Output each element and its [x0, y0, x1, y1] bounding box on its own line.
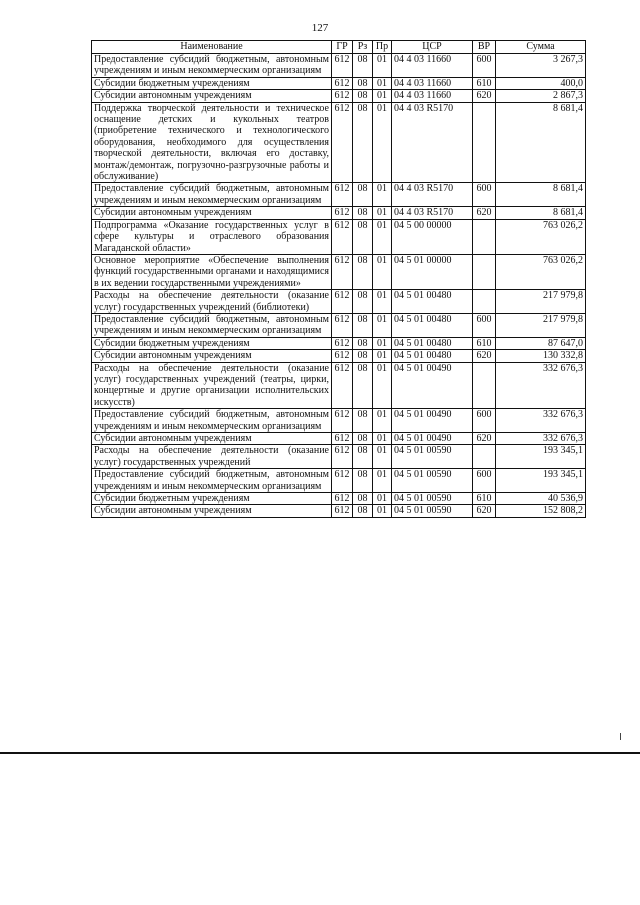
header-name: Наименование [92, 41, 332, 54]
table-row [92, 207, 586, 219]
cell-vr [473, 290, 496, 314]
margin-mark [620, 733, 621, 740]
cell-name: Предоставление субсидий бюджетным, автономным учреждениям и иным некоммерческим организациям [92, 54, 332, 78]
header-csr: ЦСР [392, 41, 473, 54]
cell-rz: 08 [353, 254, 373, 289]
cell-pr: 01 [373, 409, 392, 433]
cell-csr: 04 5 01 00590 [392, 469, 473, 493]
cell-name: Субсидии автономным учреждениям [92, 350, 332, 362]
cell-pr: 01 [373, 445, 392, 469]
cell-pr: 01 [373, 54, 392, 78]
cell-name: Расходы на обеспечение деятельности (оказание услуг) государственных учреждений (библиотеки) [92, 290, 332, 314]
cell-vr: 620 [473, 207, 496, 219]
cell-pr: 01 [373, 469, 392, 493]
cell-sum: 8 681,4 [496, 102, 586, 183]
cell-gr: 612 [332, 54, 353, 78]
cell-sum: 2 867,3 [496, 90, 586, 102]
cell-name: Предоставление субсидий бюджетным, автономным учреждениям и иным некоммерческим организациям [92, 409, 332, 433]
cell-sum: 763 026,2 [496, 219, 586, 254]
cell-pr: 01 [373, 219, 392, 254]
cell-pr: 01 [373, 433, 392, 445]
cell-csr: 04 5 01 00490 [392, 409, 473, 433]
cell-rz: 08 [353, 207, 373, 219]
header-sum: Сумма [496, 41, 586, 54]
header-rz: Рз [353, 41, 373, 54]
table-row [92, 433, 586, 445]
cell-vr: 610 [473, 493, 496, 505]
cell-name: Предоставление субсидий бюджетным, автономным учреждениям и иным некоммерческим организациям [92, 183, 332, 207]
table-row [92, 290, 586, 314]
cell-rz: 08 [353, 469, 373, 493]
cell-vr: 600 [473, 183, 496, 207]
table-row [92, 505, 586, 517]
cell-gr: 612 [332, 254, 353, 289]
table-row [92, 362, 586, 409]
cell-rz: 08 [353, 337, 373, 349]
cell-name: Основное мероприятие «Обеспечение выполнения функций государственными органами и находящимися в их ведении государственными учреждениями» [92, 254, 332, 289]
cell-sum: 130 332,8 [496, 350, 586, 362]
cell-name: Субсидии автономным учреждениям [92, 433, 332, 445]
cell-name: Субсидии бюджетным учреждениям [92, 493, 332, 505]
cell-pr: 01 [373, 337, 392, 349]
cell-name: Предоставление субсидий бюджетным, автономным учреждениям и иным некоммерческим организациям [92, 469, 332, 493]
table-row [92, 313, 586, 337]
cell-rz: 08 [353, 409, 373, 433]
cell-rz: 08 [353, 313, 373, 337]
cell-sum: 193 345,1 [496, 469, 586, 493]
table-row [92, 183, 586, 207]
cell-pr: 01 [373, 207, 392, 219]
cell-csr: 04 4 03 11660 [392, 77, 473, 89]
cell-csr: 04 5 01 00000 [392, 254, 473, 289]
cell-pr: 01 [373, 505, 392, 517]
cell-csr: 04 5 01 00480 [392, 313, 473, 337]
table-row [92, 77, 586, 89]
cell-rz: 08 [353, 183, 373, 207]
cell-csr: 04 5 01 00480 [392, 290, 473, 314]
cell-sum: 87 647,0 [496, 337, 586, 349]
cell-vr: 620 [473, 433, 496, 445]
cell-gr: 612 [332, 469, 353, 493]
cell-vr [473, 362, 496, 409]
cell-gr: 612 [332, 77, 353, 89]
cell-sum: 193 345,1 [496, 445, 586, 469]
cell-rz: 08 [353, 54, 373, 78]
cell-name: Подпрограмма «Оказание государственных услуг в сфере культуры и отраслевого образования Магаданской области» [92, 219, 332, 254]
cell-csr: 04 5 01 00590 [392, 505, 473, 517]
cell-sum: 152 808,2 [496, 505, 586, 517]
table-row [92, 493, 586, 505]
cell-gr: 612 [332, 362, 353, 409]
cell-csr: 04 5 01 00590 [392, 493, 473, 505]
cell-vr: 620 [473, 505, 496, 517]
cell-rz: 08 [353, 433, 373, 445]
cell-gr: 612 [332, 350, 353, 362]
cell-name: Субсидии бюджетным учреждениям [92, 77, 332, 89]
header-vr: ВР [473, 41, 496, 54]
cell-rz: 08 [353, 77, 373, 89]
cell-name: Субсидии бюджетным учреждениям [92, 337, 332, 349]
cell-vr: 620 [473, 350, 496, 362]
table-row [92, 469, 586, 493]
cell-pr: 01 [373, 313, 392, 337]
cell-csr: 04 4 03 R5170 [392, 183, 473, 207]
cell-name: Предоставление субсидий бюджетным, автономным учреждениям и иным некоммерческим организациям [92, 313, 332, 337]
cell-pr: 01 [373, 350, 392, 362]
cell-gr: 612 [332, 409, 353, 433]
cell-gr: 612 [332, 493, 353, 505]
cell-sum: 3 267,3 [496, 54, 586, 78]
cell-vr [473, 445, 496, 469]
budget-table [91, 40, 586, 518]
cell-rz: 08 [353, 445, 373, 469]
cell-rz: 08 [353, 290, 373, 314]
cell-name: Расходы на обеспечение деятельности (оказание услуг) государственных учреждений [92, 445, 332, 469]
cell-rz: 08 [353, 90, 373, 102]
cell-name: Поддержка творческой деятельности и техническое оснащение детских и кукольных театров (приобретение технического и технологического оборудования, необходимого для осуществления творческой деятельности, включая его доставку, монтаж/демонтаж, погрузочно-разгрузочные работы и обслуживание) [92, 102, 332, 183]
cell-gr: 612 [332, 90, 353, 102]
cell-csr: 04 4 03 R5170 [392, 207, 473, 219]
table-row [92, 54, 586, 78]
cell-csr: 04 4 03 11660 [392, 90, 473, 102]
table-body [92, 54, 586, 518]
cell-csr: 04 5 00 00000 [392, 219, 473, 254]
cell-csr: 04 5 01 00490 [392, 433, 473, 445]
header-pr: Пр [373, 41, 392, 54]
cell-gr: 612 [332, 183, 353, 207]
cell-gr: 612 [332, 219, 353, 254]
cell-pr: 01 [373, 493, 392, 505]
cell-gr: 612 [332, 207, 353, 219]
cell-name: Субсидии автономным учреждениям [92, 207, 332, 219]
table-row [92, 337, 586, 349]
page-number: 127 [311, 22, 329, 34]
cell-rz: 08 [353, 350, 373, 362]
table-header-row [92, 41, 586, 54]
cell-gr: 612 [332, 337, 353, 349]
cell-rz: 08 [353, 493, 373, 505]
cell-vr [473, 102, 496, 183]
table-row [92, 350, 586, 362]
cell-vr [473, 254, 496, 289]
table-row [92, 445, 586, 469]
cell-pr: 01 [373, 254, 392, 289]
cell-csr: 04 4 03 R5170 [392, 102, 473, 183]
cell-name: Субсидии автономным учреждениям [92, 90, 332, 102]
cell-vr: 600 [473, 54, 496, 78]
cell-sum: 763 026,2 [496, 254, 586, 289]
cell-sum: 217 979,8 [496, 290, 586, 314]
cell-name: Расходы на обеспечение деятельности (оказание услуг) государственных учреждений (театры, цирки, концертные и другие организации исполнительских искусств) [92, 362, 332, 409]
cell-vr [473, 219, 496, 254]
cell-vr: 620 [473, 90, 496, 102]
cell-csr: 04 4 03 11660 [392, 54, 473, 78]
cell-pr: 01 [373, 102, 392, 183]
cell-csr: 04 5 01 00590 [392, 445, 473, 469]
cell-rz: 08 [353, 505, 373, 517]
cell-gr: 612 [332, 313, 353, 337]
cell-gr: 612 [332, 102, 353, 183]
cell-pr: 01 [373, 77, 392, 89]
cell-gr: 612 [332, 445, 353, 469]
cell-rz: 08 [353, 219, 373, 254]
cell-rz: 08 [353, 102, 373, 183]
cell-gr: 612 [332, 505, 353, 517]
table-row [92, 102, 586, 183]
cell-vr: 610 [473, 337, 496, 349]
cell-sum: 332 676,3 [496, 409, 586, 433]
cell-sum: 8 681,4 [496, 183, 586, 207]
cell-sum: 400,0 [496, 77, 586, 89]
cell-pr: 01 [373, 90, 392, 102]
cell-name: Субсидии автономным учреждениям [92, 505, 332, 517]
cell-pr: 01 [373, 183, 392, 207]
cell-sum: 332 676,3 [496, 433, 586, 445]
page-bottom-rule [0, 752, 640, 754]
table-row [92, 409, 586, 433]
cell-sum: 8 681,4 [496, 207, 586, 219]
cell-rz: 08 [353, 362, 373, 409]
cell-vr: 610 [473, 77, 496, 89]
cell-csr: 04 5 01 00490 [392, 362, 473, 409]
cell-csr: 04 5 01 00480 [392, 337, 473, 349]
cell-pr: 01 [373, 290, 392, 314]
cell-vr: 600 [473, 313, 496, 337]
cell-csr: 04 5 01 00480 [392, 350, 473, 362]
table-row [92, 219, 586, 254]
cell-sum: 40 536,9 [496, 493, 586, 505]
cell-vr: 600 [473, 469, 496, 493]
header-gr: ГР [332, 41, 353, 54]
cell-sum: 217 979,8 [496, 313, 586, 337]
table-row [92, 90, 586, 102]
cell-pr: 01 [373, 362, 392, 409]
cell-gr: 612 [332, 290, 353, 314]
table-row [92, 254, 586, 289]
cell-vr: 600 [473, 409, 496, 433]
cell-gr: 612 [332, 433, 353, 445]
cell-sum: 332 676,3 [496, 362, 586, 409]
